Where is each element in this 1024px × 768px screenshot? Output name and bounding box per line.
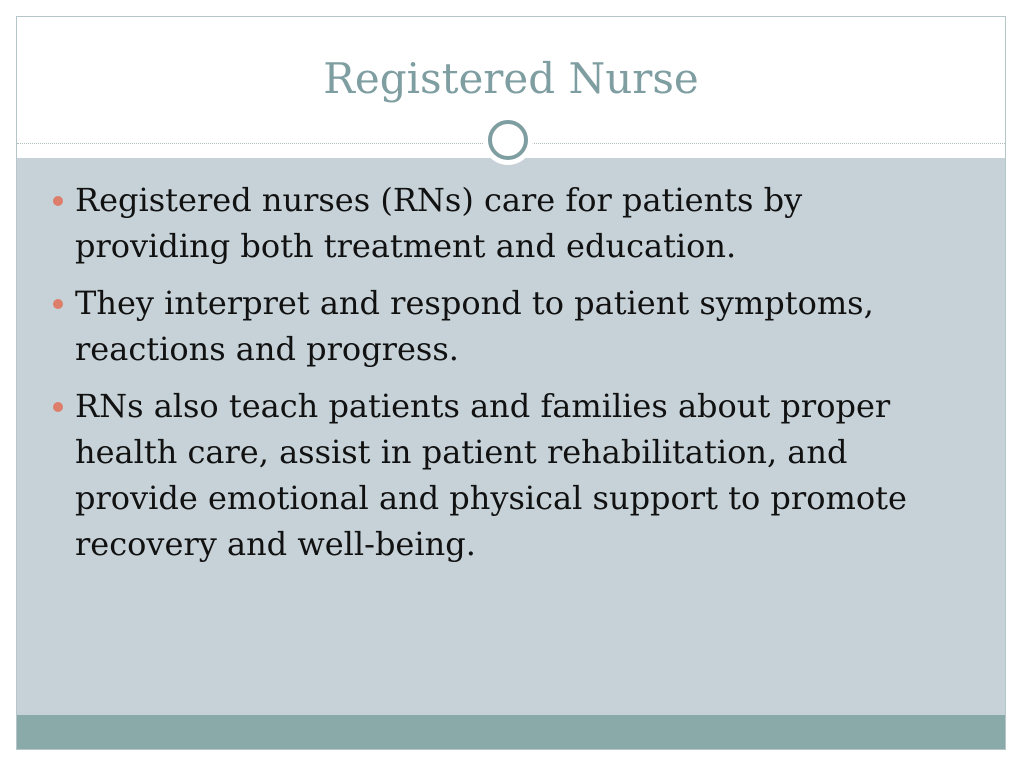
bullet-dot-icon [53,402,63,412]
slide [16,16,1006,750]
bullet-dot-icon [53,196,63,206]
bullet-dot-icon [53,299,63,309]
bullet-item [53,280,953,372]
bullet-text: RNs also teach patients and families about proper health care, assist in patient rehabilitation, and provide emotional and physical support to promote recovery and well-being. [75,387,907,563]
bullet-item [53,383,953,567]
slide-title: Registered Nurse [323,54,699,103]
footer-band [17,715,1005,750]
bullet-text: They interpret and respond to patient symptoms, reactions and progress. [75,284,874,368]
bullet-list [53,177,953,578]
bullet-item [53,177,953,269]
divider-circle-icon [483,115,533,165]
divider-circle-ring [488,120,528,160]
bullet-text: Registered nurses (RNs) care for patients by providing both treatment and education. [75,181,803,265]
